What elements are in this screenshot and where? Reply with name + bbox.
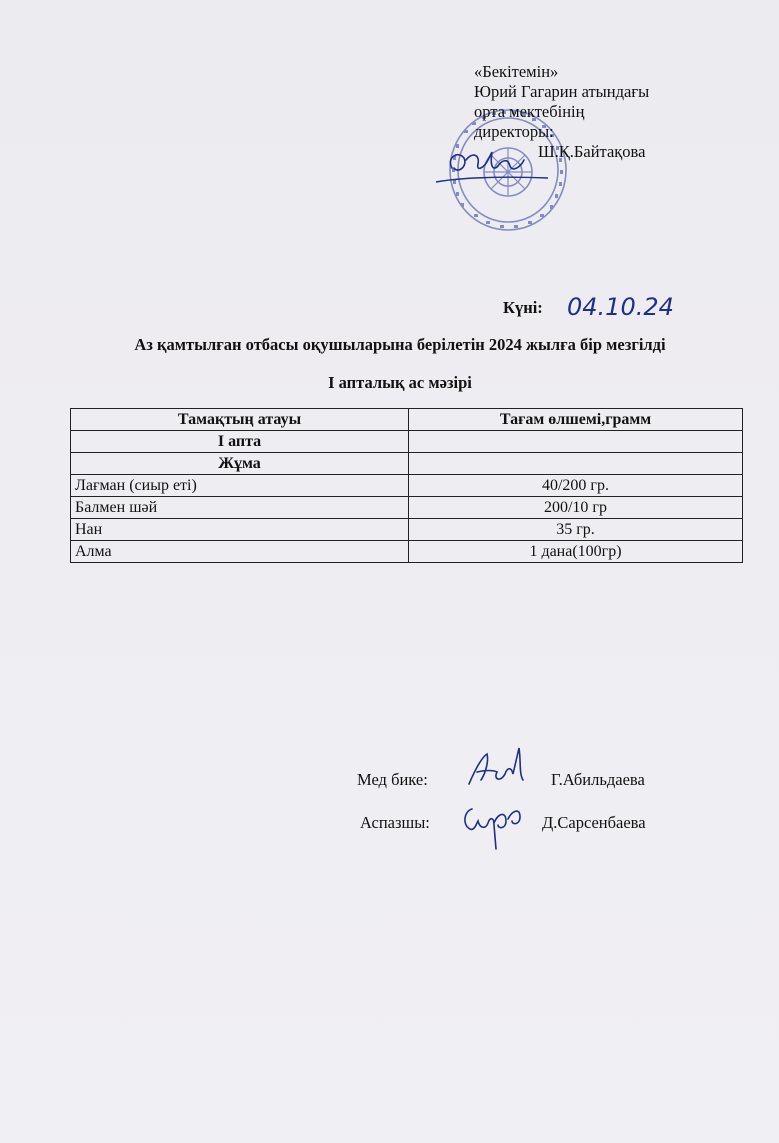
director-signature bbox=[428, 138, 553, 190]
director-name: Ш.Қ.Байтақова bbox=[538, 142, 646, 161]
empty-cell bbox=[409, 453, 743, 475]
table-row bbox=[71, 497, 743, 519]
dish-portion: 35 гр. bbox=[409, 519, 743, 541]
column-header-portion: Тағам өлшемі,грамм bbox=[409, 409, 743, 431]
date-label: Күні: bbox=[503, 298, 543, 317]
handwritten-date-text: 04.10.24 bbox=[567, 293, 674, 321]
dish-name: Балмен шәй bbox=[71, 497, 409, 519]
table-row bbox=[71, 519, 743, 541]
handwritten-date bbox=[565, 290, 685, 324]
cook-signature bbox=[458, 799, 528, 855]
table-row bbox=[71, 541, 743, 563]
menu-table bbox=[70, 408, 743, 563]
dish-portion: 200/10 гр bbox=[409, 497, 743, 519]
document-title: Аз қамтылған отбасы оқушыларына берілетін 2024 жылға бір мезгілді bbox=[134, 335, 666, 354]
table-header-row bbox=[71, 409, 743, 431]
nurse-label: Мед бике: bbox=[357, 770, 428, 789]
week-row bbox=[71, 431, 743, 453]
nurse-signature bbox=[463, 740, 533, 792]
approval-school-type: орта мектебінің bbox=[474, 102, 585, 121]
date-row bbox=[503, 290, 703, 330]
dish-name: Лағман (сиыр еті) bbox=[71, 475, 409, 497]
document-subtitle: І апталық ас мәзірі bbox=[328, 373, 472, 392]
cook-name: Д.Сарсенбаева bbox=[542, 813, 646, 832]
dish-name: Нан bbox=[71, 519, 409, 541]
empty-cell bbox=[409, 431, 743, 453]
day-label: Жұма bbox=[71, 453, 409, 475]
approval-school-line: Юрий Гагарин атындағы bbox=[474, 82, 650, 101]
dish-portion: 40/200 гр. bbox=[409, 475, 743, 497]
table-row bbox=[71, 475, 743, 497]
week-label: І апта bbox=[71, 431, 409, 453]
nurse-name: Г.Абильдаева bbox=[551, 770, 645, 789]
cook-signature-row bbox=[360, 813, 680, 863]
approval-heading: «Бекітемін» bbox=[474, 62, 559, 81]
column-header-dish: Тамақтың атауы bbox=[71, 409, 409, 431]
day-row bbox=[71, 453, 743, 475]
dish-portion: 1 дана(100гр) bbox=[409, 541, 743, 563]
approval-director-title: директоры: bbox=[474, 122, 554, 141]
dish-name: Алма bbox=[71, 541, 409, 563]
cook-label: Аспазшы: bbox=[360, 813, 430, 832]
